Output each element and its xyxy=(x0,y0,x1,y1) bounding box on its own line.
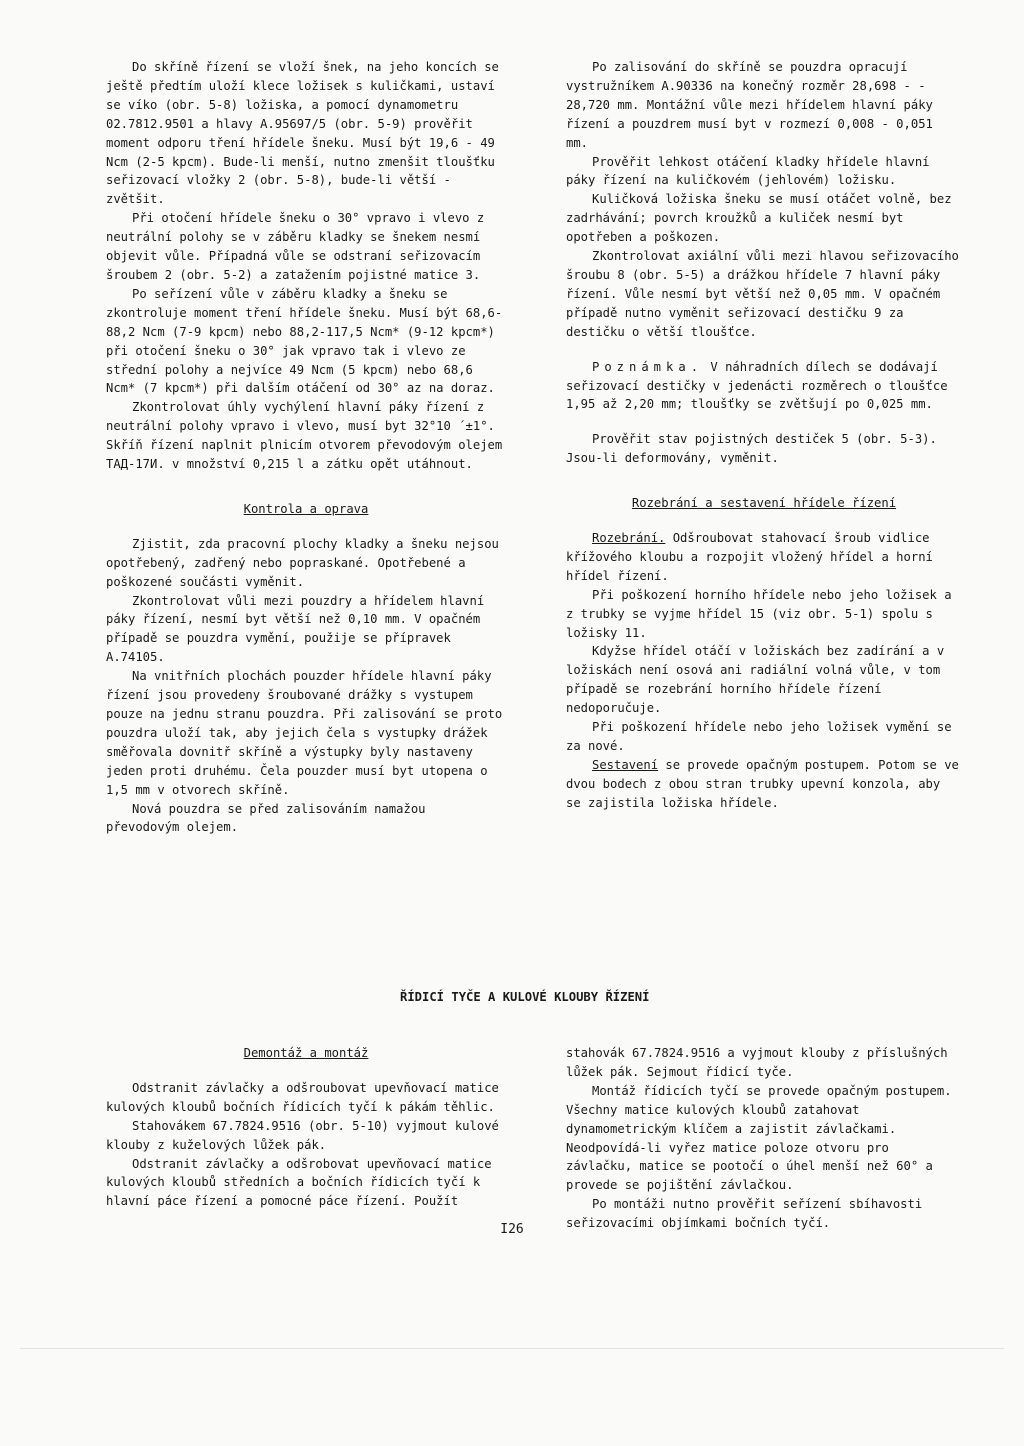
paragraph xyxy=(566,529,962,586)
paragraph xyxy=(566,756,962,813)
scan-edge-line xyxy=(20,1348,1004,1349)
paragraph: Po montáži nutno prověřit seřízení sbíhavosti seřizovacími objímkami bočních tyčí. xyxy=(566,1197,923,1231)
paragraph: Prověřit lehkost otáčení kladky hřídele hlavní páky řízení na kuličkovém (jehlovém) ložisku. xyxy=(566,154,930,188)
paragraph: Zkontrolovat úhly vychýlení hlavní páky řízení z neutrální polohy vpravo i vlevo, musí byt 32°10 ´±1°. Skříň řízení naplnit plnicím otvorem převodovým olejem ТАД-17И. v množství 0,215 l a zátku opět utáhnout. xyxy=(106,400,503,472)
paragraph: Po zalisování do skříně se pouzdra opracují vystružníkem A.90336 na konečný rozměr 28,698 - - 28,720 mm. Montážní vůle mezi hřídelem hlavní páky řízení a pouzdrem musí byt v rozmezí 0,008 - 0,051 mm. xyxy=(566,60,933,150)
note-label: Poznámka. xyxy=(592,359,704,374)
paragraph: Nová pouzdra se před zalisováním namažou převodovým olejem. xyxy=(106,801,426,835)
subheading-rozebrani: Rozebrání. xyxy=(592,531,666,546)
left-column-top xyxy=(106,58,506,837)
paragraph: Zjistit, zda pracovní plochy kladky a šneku nejsou opotřebený, zadřený nebo popraskané. Opotřebené a poškozené součásti vyměnit. xyxy=(106,536,499,589)
subheading-sestaveni: Sestavení xyxy=(592,757,659,772)
paragraph: Kuličková ložiska šneku se musí otáčet volně, bez zadrhávání; povrch kroužků a kuliček nesmí byt opotřeben a poškozen. xyxy=(566,192,952,245)
paragraph: Odstranit závlačky a odšroubovat upevňovací matice kulových kloubů bočních řídicích tyčí k pákám těhlic. xyxy=(106,1080,499,1114)
right-column-top xyxy=(566,58,962,813)
paragraph: Na vnitřních plochách pouzder hřídele hlavní páky řízení jsou provedeny šroubované drážky s vystupem pouze na jednu stranu pouzdra. Při zalisování se proto pouzdra uloží tak, aby jejich čela s vystupky drážek směřovala dovnitř skříně a výstupky byly nastaveny jeden proti druhému. Čela pouzder musí byt utopena o 1,5 mm v otvorech skříně. xyxy=(106,669,503,797)
left-column-bottom xyxy=(106,1044,506,1211)
paragraph: Kdyžse hřídel otáčí v ložiskách bez zadírání a v ložiskách není osová ani radiální volná vůle, v tom případě se rozebrání horního hřídele řízení nedoporučuje. xyxy=(566,644,945,716)
paragraph: Stahovákem 67.7824.9516 (obr. 5-10) vyjmout kulové klouby z kuželových lůžek pák. xyxy=(106,1118,499,1152)
note-paragraph xyxy=(566,358,962,415)
paragraph: Zkontrolovat axiální vůli mezi hlavou seřizovacího šroubu 8 (obr. 5-5) a drážkou hřídele 7 hlavní páky řízení. Vůle nesmí byt větší než 0,05 mm. V opačném případě nutno vyměnit seřizovací destičku 9 za destičku o větší tloušťce. xyxy=(566,249,959,339)
section-heading-demontaz: Demontáž a montáž xyxy=(243,1046,369,1060)
paragraph: stahovák 67.7824.9516 a vyjmout klouby z příslušných lůžek pák. Sejmout řídicí tyče. xyxy=(566,1046,948,1079)
paragraph: Po seřízení vůle v záběru kladky a šneku se zkontroluje moment tření hřídele šneku. Musí být 68,6-88,2 Ncm (7-9 kpcm) nebo 88,2-117,5 Ncm* (9-12 kpcm*) při otočení šneku o 30° jak vpravo tak i vlevo ze střední polohy a nejvíce 49 Ncm (5 kpcm) nebo 68,6 Ncm* (7 kpcm*) při dalším otáčení od 30° az na doraz. xyxy=(106,286,503,396)
paragraph: Při poškození horního hřídele nebo jeho ložisek a z trubky se vyjme hřídel 15 (viz obr. 5-1) spolu s ložisky 11. xyxy=(566,587,952,640)
paragraph: Do skříně řízení se vloží šnek, na jeho koncích se ještě předtím uloží klece ložisek s kuličkami, ustaví se víko (obr. 5-8) ložiska, a pomocí dynamometru 02.7812.9501 a hlavy A.95697/5 (obr. 5-9) prověřit moment odporu tření hřídele šneku. Musí být 19,6 - 49 Ncm (2-5 kpcm). Bude-li menší, nutno zmenšit tloušťku seřizovací vložky 2 (obr. 5-8), bude-li větší - zvětšit. xyxy=(106,60,499,207)
paragraph: Odstranit závlačky a odšrobovat upevňovací matice kulových kloubů středních a bočních řídicích tyčí k hlavní páce řízení a pomocné páce řízení. Použít xyxy=(106,1156,492,1209)
paragraph: Při otočení hřídele šneku o 30° vpravo i vlevo z neutrální polohy se v záběru kladky se šnekem nesmí objevit vůle. Případná vůle se odstraní seřizovacím šroubem 2 (obr. 5-2) a zatažením pojistné matice 3. xyxy=(106,211,485,282)
right-column-bottom xyxy=(566,1044,962,1233)
chapter-heading: ŘÍDICÍ TYČE A KULOVÉ KLOUBY ŘÍZENÍ xyxy=(400,990,650,1004)
paragraph: Při poškození hřídele nebo jeho ložisek vymění se za nové. xyxy=(566,720,952,753)
paragraph-text: Odšroubovat stahovací šroub vidlice křížového kloubu a rozpojit vložený hřídel a horní hřídel řízení. xyxy=(566,531,933,583)
note-text: V náhradních dílech se dodávají seřizovací destičky v jedenácti rozměrech o tloušťce 1,95 až 2,20 mm; tloušťky se zvětšují po 0,025 mm. xyxy=(566,359,948,412)
page-number: I26 xyxy=(500,1222,524,1237)
section-heading-rozebrani: Rozebrání a sestavení hřídele řízení xyxy=(631,496,897,511)
paragraph-text: se provede opačným postupem. Potom se ve dvou bodech z obou stran trubky upevní konzola, aby se zajistila ložiska hřídele. xyxy=(566,757,959,810)
paragraph: Zkontrolovat vůli mezi pouzdry a hřídelem hlavní páky řízení, nesmí byt větší než 0,10 mm. V opačném případě se pouzdra vymění, použije se přípravek A.74105. xyxy=(106,593,485,665)
paragraph: Montáž řídicích tyčí se provede opačným postupem. Všechny matice kulových kloubů zatahovat dynamometrickým klíčem a zajistit závlačkami. Neodpovídá-li vyřez matice poloze otvoru pro závlačku, matice se pootočí o úhel menší než 60° a provede se pojištění závlačkou. xyxy=(566,1083,952,1193)
paragraph: Prověřit stav pojistných destiček 5 (obr. 5-3). Jsou-li deformovány, vyměnit. xyxy=(566,432,937,466)
section-heading-kontrola: Kontrola a oprava xyxy=(243,501,369,516)
